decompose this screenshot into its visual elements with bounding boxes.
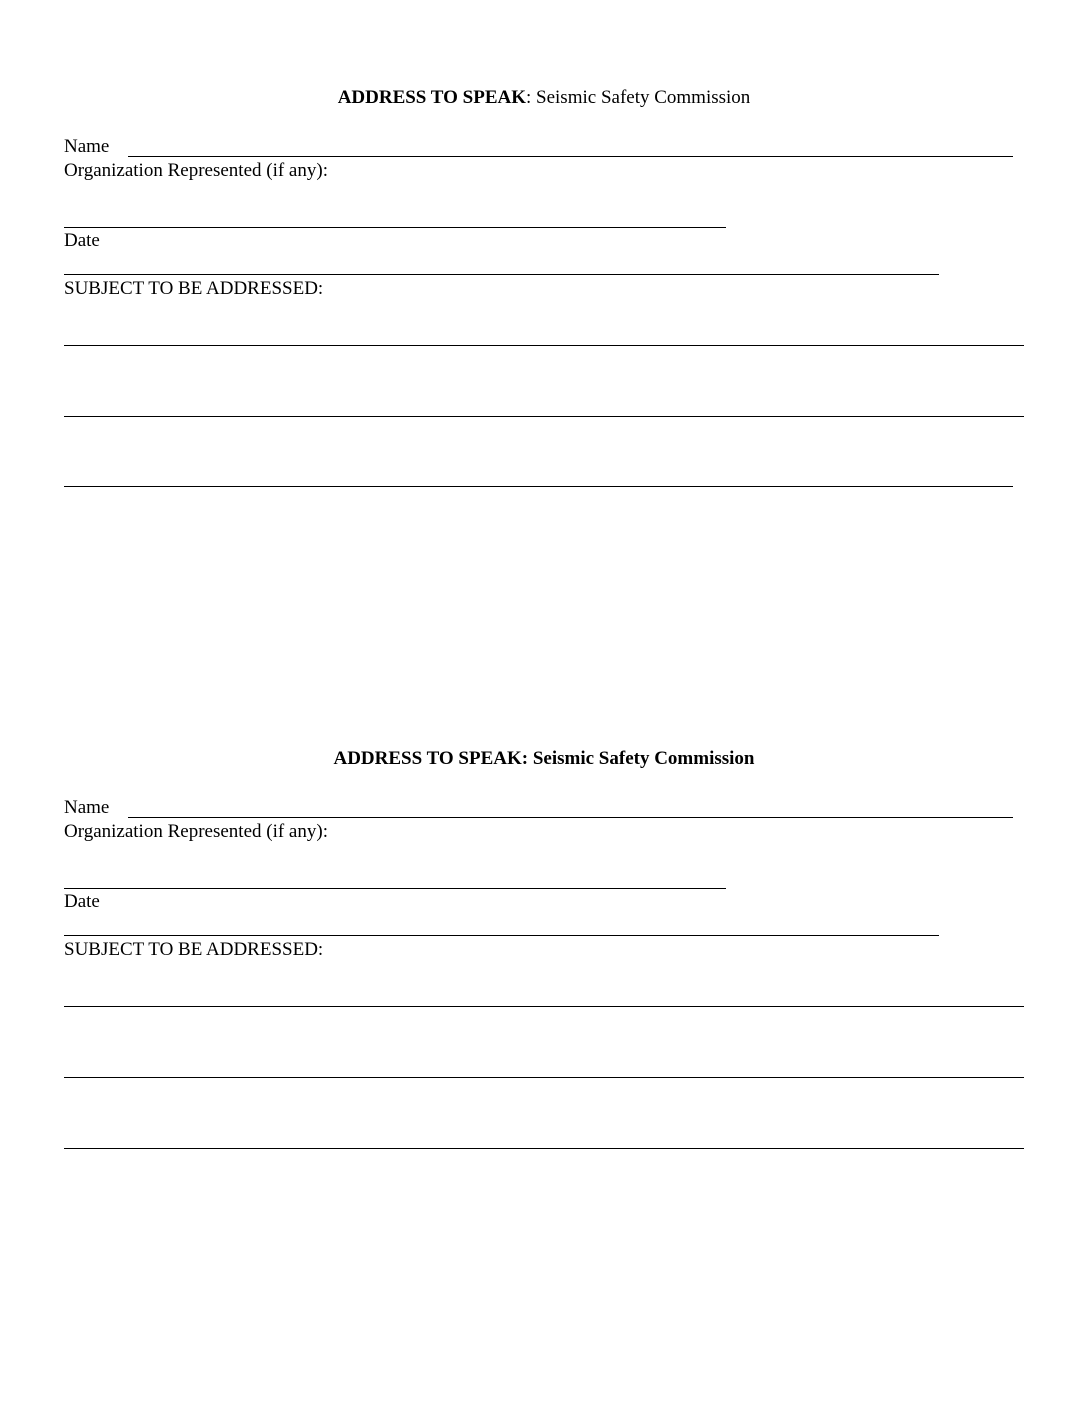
subject-line-1[interactable]	[64, 345, 1024, 346]
subject-line-2[interactable]	[64, 1077, 1024, 1078]
subject-line-3[interactable]	[64, 1148, 1024, 1149]
speaker-form-top	[0, 0, 1088, 620]
organization-label: Organization Represented (if any):	[64, 160, 328, 181]
form-title: ADDRESS TO SPEAK: Seismic Safety Commission	[333, 748, 755, 769]
subject-label: SUBJECT TO BE ADDRESSED:	[64, 939, 324, 960]
organization-line[interactable]	[64, 888, 726, 889]
date-label: Date	[64, 230, 100, 251]
organization-label: Organization Represented (if any):	[64, 821, 328, 842]
form-title-rest: : Seismic Safety Commission	[526, 87, 751, 108]
organization-line[interactable]	[64, 227, 726, 228]
name-label: Name	[64, 797, 110, 818]
subject-line-2[interactable]	[64, 416, 1024, 417]
date-label: Date	[64, 891, 100, 912]
name-label: Name	[64, 136, 110, 157]
subject-line-3[interactable]	[64, 486, 1013, 487]
date-line[interactable]	[64, 935, 939, 936]
subject-line-1[interactable]	[64, 1006, 1024, 1007]
name-line[interactable]	[128, 817, 1013, 818]
form-title-bold: ADDRESS TO SPEAK	[337, 87, 526, 108]
date-line[interactable]	[64, 274, 939, 275]
name-line[interactable]	[128, 156, 1013, 157]
form-title	[0, 86, 1088, 110]
speaker-form-bottom	[0, 661, 1088, 1281]
subject-label: SUBJECT TO BE ADDRESSED:	[64, 278, 324, 299]
